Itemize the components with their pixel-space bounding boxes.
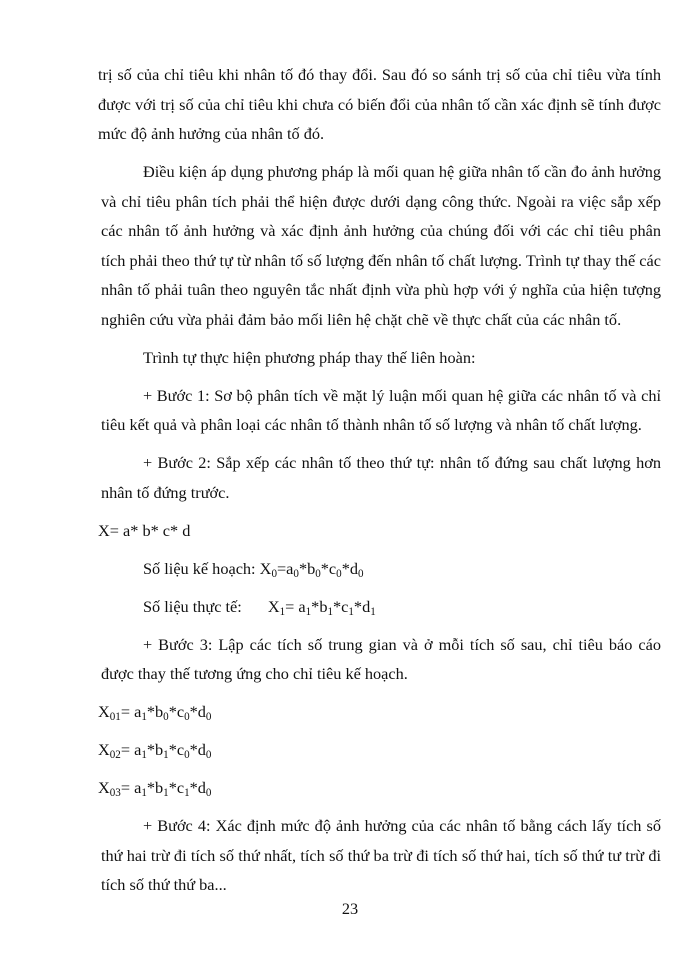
- paragraph-conditions: Điều kiện áp dụng phương pháp là mối quan hệ giữa nhân tố cần đo ảnh hưởng và chỉ tiêu phân tích phải thể hiện được dưới dạng công thức. Ngoài ra việc sắp xếp các nhân tố ảnh hưởng và xác định ảnh hưởng của chúng đối với các chỉ tiêu phân tích phải theo thứ tự từ nhân tố số lượng đến nhân tố chất lượng. Trình tự thay thế các nhân tố phải tuân theo nguyên tắc nhất định vừa phù hợp với ý nghĩa của hiện tượng nghiên cứu vừa phải đảm bảo mối liên hệ chặt chẽ về thực chất của các nhân tố.: [101, 162, 661, 329]
- paragraph-step-2: + Bước 2: Sắp xếp các nhân tố theo thứ tự: nhân tố đứng sau chất lượng hơn nhân tố đứng trước.: [101, 453, 661, 502]
- formula-plan: Số liệu kế hoạch: $X_0=a_0*b_0*c_0*d_0$: [143, 558, 364, 580]
- paragraph-continuation: trị số của chỉ tiêu khi nhân tố đó thay đổi. Sau đó so sánh trị số của chỉ tiêu vừa tính được với trị số của chỉ tiêu khi chưa có biến đổi của nhân tố cần xác định sẽ tính được mức độ ảnh hưởng của nhân tố đó.: [98, 65, 661, 143]
- paragraph-step-4: + Bước 4: Xác định mức độ ảnh hưởng của các nhân tố bằng cách lấy tích số thứ hai trừ đi tích số thứ nhất, tích số thứ ba trừ đi tích số thứ hai, tích số thứ tư trừ đi tích số thứ thứ ba...: [101, 816, 661, 894]
- formula-actual: Số liệu thực tế: $X_1= a_1*b_1*c_1*d_1$: [143, 596, 376, 618]
- formula-x01: $X_{01}= a_1*b_0*c_0*d_0$: [98, 702, 212, 724]
- page-number: 23: [341, 899, 359, 918]
- formula-x02: $X_{02}= a_1*b_1*c_0*d_0$: [98, 740, 212, 762]
- paragraph-procedure-intro: Trình tự thực hiện phương pháp thay thế liên hoàn:: [143, 347, 476, 367]
- paragraph-step-1: + Bước 1: Sơ bộ phân tích về mặt lý luận mối quan hệ giữa các nhân tố và chỉ tiêu kết quả và phân loại các nhân tố thành nhân tố số lượng và nhân tố chất lượng.: [101, 385, 661, 434]
- formula-x03: $X_{03}= a_1*b_1*c_1*d_0$: [98, 778, 212, 800]
- paragraph-step-3: + Bước 3: Lập các tích số trung gian và ở mỗi tích số sau, chỉ tiêu báo cáo được thay thế tương ứng cho chỉ tiêu kế hoạch.: [101, 634, 661, 683]
- body-text: [98, 60, 661, 900]
- formula-general: X= a* b* c* d: [98, 520, 191, 540]
